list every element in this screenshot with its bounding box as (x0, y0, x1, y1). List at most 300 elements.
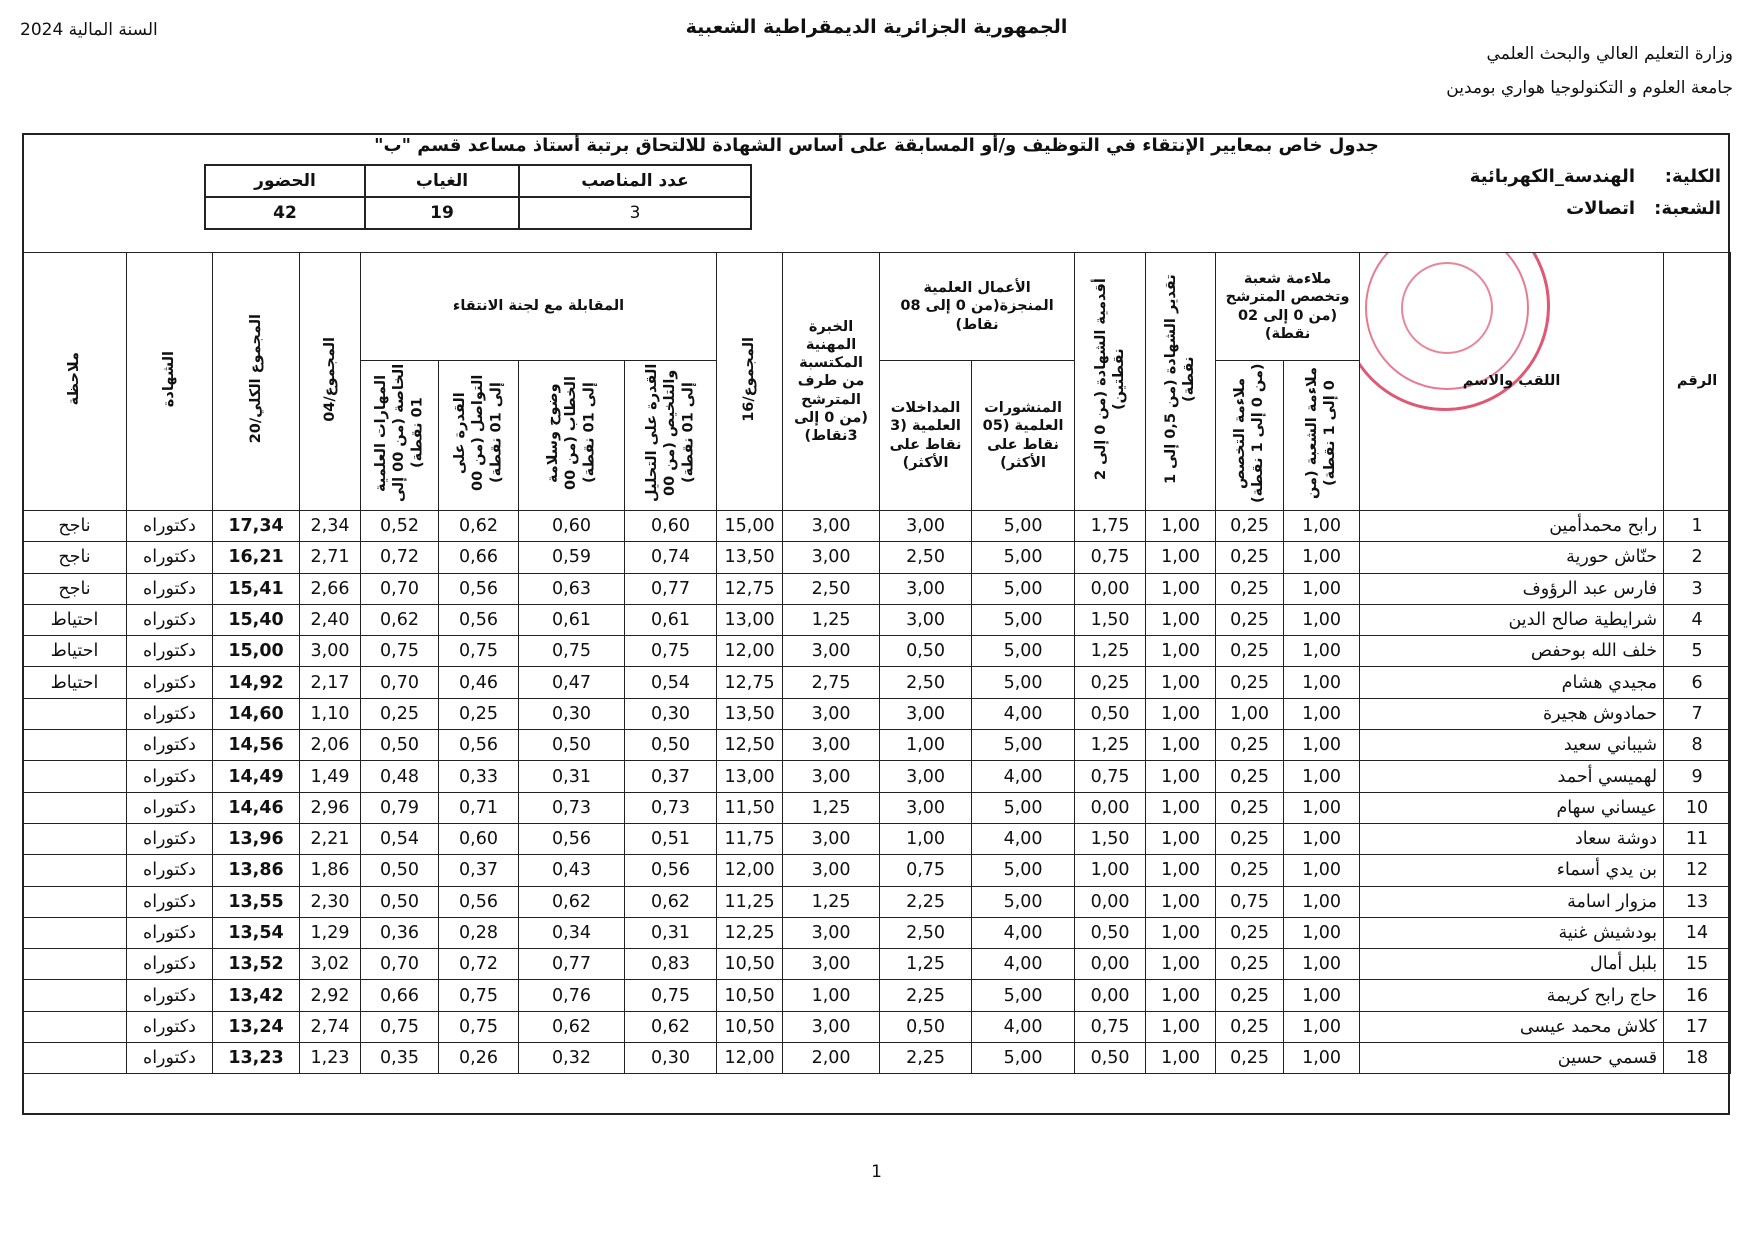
fit-branch-cell: 1,00 (1284, 980, 1360, 1011)
total16-cell: 11,75 (717, 823, 783, 854)
col-degree: الشهادة (127, 253, 213, 511)
grand-total-cell: 13,55 (213, 886, 300, 917)
grade-cell: 1,00 (1146, 604, 1216, 635)
communication-cell: 0,75 (439, 980, 519, 1011)
col-communication: القدرة على التواصل (من 00 إلى 01 نقطة) (439, 361, 519, 511)
note-cell (23, 1011, 127, 1042)
fit-spec-cell: 0,25 (1216, 761, 1284, 792)
seniority-cell: 0,00 (1075, 949, 1146, 980)
table-row (23, 604, 1731, 635)
total4-cell: 2,06 (300, 730, 361, 761)
total16-cell: 12,50 (717, 730, 783, 761)
publications-cell: 5,00 (972, 1043, 1075, 1074)
absent-count: 19 (365, 197, 519, 229)
name-cell: بلبل أمال (1360, 949, 1664, 980)
grand-total-cell: 13,96 (213, 823, 300, 854)
table-row (23, 886, 1731, 917)
name-cell: بن يدي أسماء (1360, 855, 1664, 886)
publications-cell: 4,00 (972, 949, 1075, 980)
degree-cell: دكتوراه (127, 855, 213, 886)
num-cell: 18 (1664, 1043, 1731, 1074)
degree-cell: دكتوراه (127, 886, 213, 917)
grand-total-cell: 14,46 (213, 792, 300, 823)
talks-cell: 2,25 (880, 1043, 972, 1074)
name-cell: عيساني سهام (1360, 792, 1664, 823)
total4-cell: 2,21 (300, 823, 361, 854)
fit-spec-cell: 0,25 (1216, 730, 1284, 761)
experience-cell: 3,00 (783, 698, 880, 729)
num-cell: 3 (1664, 573, 1731, 604)
clarity-cell: 0,75 (519, 636, 625, 667)
analysis-cell: 0,83 (625, 949, 717, 980)
skills-cell: 0,75 (361, 636, 439, 667)
clarity-cell: 0,59 (519, 542, 625, 573)
fit-spec-cell: 0,25 (1216, 636, 1284, 667)
note-cell (23, 949, 127, 980)
grand-total-cell: 15,41 (213, 573, 300, 604)
total4-cell: 1,29 (300, 917, 361, 948)
grade-cell: 1,00 (1146, 980, 1216, 1011)
table-row (23, 667, 1731, 698)
col-grade: تقدير الشهادة (من 0,5 إلى 1 نقطة) (1146, 253, 1216, 511)
grand-total-cell: 14,49 (213, 761, 300, 792)
publications-cell: 5,00 (972, 730, 1075, 761)
publications-cell: 4,00 (972, 761, 1075, 792)
table-row (23, 1043, 1731, 1074)
seniority-cell: 0,50 (1075, 1043, 1146, 1074)
present-label: الحضور (205, 165, 365, 197)
fit-spec-cell: 1,00 (1216, 698, 1284, 729)
present-count: 42 (205, 197, 365, 229)
num-cell: 5 (1664, 636, 1731, 667)
num-cell: 15 (1664, 949, 1731, 980)
seniority-cell: 1,25 (1075, 636, 1146, 667)
talks-cell: 0,50 (880, 1011, 972, 1042)
publications-cell: 4,00 (972, 823, 1075, 854)
clarity-cell: 0,77 (519, 949, 625, 980)
talks-cell: 3,00 (880, 792, 972, 823)
seniority-cell: 0,25 (1075, 667, 1146, 698)
communication-cell: 0,71 (439, 792, 519, 823)
num-cell: 1 (1664, 511, 1731, 542)
positions-label: عدد المناصب (519, 165, 751, 197)
skills-cell: 0,70 (361, 573, 439, 604)
col-seniority: أقدمية الشهادة (من 0 إلى 2 نقطتين) (1075, 253, 1146, 511)
table-row (23, 698, 1731, 729)
grade-cell: 1,00 (1146, 511, 1216, 542)
total16-cell: 12,25 (717, 917, 783, 948)
talks-cell: 1,00 (880, 730, 972, 761)
fit-spec-cell: 0,25 (1216, 1043, 1284, 1074)
skills-cell: 0,50 (361, 730, 439, 761)
communication-cell: 0,46 (439, 667, 519, 698)
degree-cell: دكتوراه (127, 636, 213, 667)
total4-cell: 3,00 (300, 636, 361, 667)
skills-cell: 0,79 (361, 792, 439, 823)
clarity-cell: 0,63 (519, 573, 625, 604)
analysis-cell: 0,74 (625, 542, 717, 573)
grand-total-cell: 14,56 (213, 730, 300, 761)
col-grand-total: المجموع الكلي/20 (213, 253, 300, 511)
talks-cell: 1,25 (880, 949, 972, 980)
table-row (23, 792, 1731, 823)
fit-branch-cell: 1,00 (1284, 761, 1360, 792)
clarity-cell: 0,76 (519, 980, 625, 1011)
fit-branch-cell: 1,00 (1284, 667, 1360, 698)
num-cell: 12 (1664, 855, 1731, 886)
degree-cell: دكتوراه (127, 1011, 213, 1042)
grand-total-cell: 13,54 (213, 917, 300, 948)
seniority-cell: 1,00 (1075, 855, 1146, 886)
seniority-cell: 1,50 (1075, 823, 1146, 854)
publications-cell: 5,00 (972, 980, 1075, 1011)
experience-cell: 1,25 (783, 886, 880, 917)
ministry-name: وزارة التعليم العالي والبحث العلمي (1486, 44, 1733, 64)
degree-cell: دكتوراه (127, 823, 213, 854)
communication-cell: 0,75 (439, 1011, 519, 1042)
experience-cell: 3,00 (783, 949, 880, 980)
note-cell: ناجح (23, 542, 127, 573)
seniority-cell: 0,75 (1075, 542, 1146, 573)
clarity-cell: 0,73 (519, 792, 625, 823)
analysis-cell: 0,75 (625, 980, 717, 1011)
fit-spec-cell: 0,25 (1216, 980, 1284, 1011)
analysis-cell: 0,37 (625, 761, 717, 792)
seniority-cell: 0,75 (1075, 761, 1146, 792)
publications-cell: 5,00 (972, 542, 1075, 573)
col-num: الرقم (1664, 253, 1731, 511)
note-cell (23, 792, 127, 823)
note-cell (23, 823, 127, 854)
talks-cell: 3,00 (880, 604, 972, 635)
experience-cell: 2,75 (783, 667, 880, 698)
analysis-cell: 0,73 (625, 792, 717, 823)
communication-cell: 0,56 (439, 604, 519, 635)
total4-cell: 2,34 (300, 511, 361, 542)
clarity-cell: 0,50 (519, 730, 625, 761)
col-works-group: الأعمال العلمية المنجزة(من 0 إلى 08 نقاط) (880, 253, 1075, 361)
total4-cell: 2,71 (300, 542, 361, 573)
seniority-cell: 1,75 (1075, 511, 1146, 542)
talks-cell: 2,50 (880, 542, 972, 573)
analysis-cell: 0,50 (625, 730, 717, 761)
talks-cell: 2,50 (880, 917, 972, 948)
skills-cell: 0,35 (361, 1043, 439, 1074)
fit-spec-cell: 0,25 (1216, 542, 1284, 573)
name-cell: فارس عبد الرؤوف (1360, 573, 1664, 604)
fit-branch-cell: 1,00 (1284, 917, 1360, 948)
skills-cell: 0,52 (361, 511, 439, 542)
fit-spec-cell: 0,25 (1216, 792, 1284, 823)
experience-cell: 3,00 (783, 917, 880, 948)
col-analysis: القدرة على التحليل والتلخيص (من 00 إلى 01 نقطة) (625, 361, 717, 511)
table-row (23, 573, 1731, 604)
publications-cell: 4,00 (972, 917, 1075, 948)
num-cell: 13 (1664, 886, 1731, 917)
page-number: 1 (871, 1162, 882, 1182)
skills-cell: 0,70 (361, 667, 439, 698)
table-row (23, 1011, 1731, 1042)
fit-spec-cell: 0,25 (1216, 1011, 1284, 1042)
fiscal-year: السنة المالية 2024 (20, 20, 158, 40)
total16-cell: 13,50 (717, 698, 783, 729)
skills-cell: 0,50 (361, 886, 439, 917)
degree-cell: دكتوراه (127, 698, 213, 729)
degree-cell: دكتوراه (127, 761, 213, 792)
talks-cell: 3,00 (880, 698, 972, 729)
table-row (23, 730, 1731, 761)
grade-cell: 1,00 (1146, 761, 1216, 792)
total16-cell: 12,75 (717, 667, 783, 698)
col-total4: المجموع/04 (300, 253, 361, 511)
grade-cell: 1,00 (1146, 636, 1216, 667)
seniority-cell: 1,25 (1075, 730, 1146, 761)
communication-cell: 0,25 (439, 698, 519, 729)
positions-count: 3 (519, 197, 751, 229)
total16-cell: 11,25 (717, 886, 783, 917)
talks-cell: 2,25 (880, 980, 972, 1011)
seniority-cell: 0,50 (1075, 698, 1146, 729)
grade-cell: 1,00 (1146, 949, 1216, 980)
communication-cell: 0,72 (439, 949, 519, 980)
note-cell (23, 730, 127, 761)
communication-cell: 0,37 (439, 855, 519, 886)
col-clarity: وضوح وسلامة الخطاب (من 00 إلى 01 نقطة) (519, 361, 625, 511)
note-cell (23, 886, 127, 917)
name-cell: مجيدي هشام (1360, 667, 1664, 698)
grand-total-cell: 14,92 (213, 667, 300, 698)
num-cell: 14 (1664, 917, 1731, 948)
analysis-cell: 0,77 (625, 573, 717, 604)
fit-branch-cell: 1,00 (1284, 730, 1360, 761)
clarity-cell: 0,61 (519, 604, 625, 635)
name-cell: كلاش محمد عيسى (1360, 1011, 1664, 1042)
note-cell: احتياط (23, 604, 127, 635)
clarity-cell: 0,30 (519, 698, 625, 729)
experience-cell: 2,00 (783, 1043, 880, 1074)
grade-cell: 1,00 (1146, 573, 1216, 604)
total4-cell: 2,40 (300, 604, 361, 635)
publications-cell: 5,00 (972, 604, 1075, 635)
num-cell: 7 (1664, 698, 1731, 729)
skills-cell: 0,25 (361, 698, 439, 729)
experience-cell: 1,25 (783, 792, 880, 823)
total4-cell: 2,30 (300, 886, 361, 917)
experience-cell: 2,50 (783, 573, 880, 604)
experience-cell: 3,00 (783, 823, 880, 854)
table-row (23, 980, 1731, 1011)
grade-cell: 1,00 (1146, 855, 1216, 886)
experience-cell: 3,00 (783, 636, 880, 667)
seniority-cell: 1,50 (1075, 604, 1146, 635)
col-fit-group: ملاءمة شعبة وتخصص المترشح (من 0 إلى 02 نقطة) (1216, 253, 1360, 361)
fit-branch-cell: 1,00 (1284, 604, 1360, 635)
col-name: اللقب والاسم (1360, 253, 1664, 511)
communication-cell: 0,28 (439, 917, 519, 948)
talks-cell: 2,25 (880, 886, 972, 917)
fit-branch-cell: 1,00 (1284, 1043, 1360, 1074)
fit-branch-cell: 1,00 (1284, 542, 1360, 573)
faculty-label: الكلية: (1664, 166, 1721, 187)
grade-cell: 1,00 (1146, 1011, 1216, 1042)
clarity-cell: 0,56 (519, 823, 625, 854)
col-note: ملاحظة (23, 253, 127, 511)
talks-cell: 2,50 (880, 667, 972, 698)
talks-cell: 0,50 (880, 636, 972, 667)
seniority-cell: 0,75 (1075, 1011, 1146, 1042)
fit-spec-cell: 0,25 (1216, 917, 1284, 948)
publications-cell: 5,00 (972, 511, 1075, 542)
analysis-cell: 0,30 (625, 698, 717, 729)
table-row (23, 636, 1731, 667)
analysis-cell: 0,54 (625, 667, 717, 698)
grand-total-cell: 13,42 (213, 980, 300, 1011)
col-fit-branch: ملاءمة الشعبة (من 0 إلى 1 نقطة) (1284, 361, 1360, 511)
seniority-cell: 0,00 (1075, 573, 1146, 604)
total16-cell: 15,00 (717, 511, 783, 542)
num-cell: 4 (1664, 604, 1731, 635)
num-cell: 6 (1664, 667, 1731, 698)
num-cell: 10 (1664, 792, 1731, 823)
table-row (23, 542, 1731, 573)
total4-cell: 2,17 (300, 667, 361, 698)
total4-cell: 1,23 (300, 1043, 361, 1074)
grand-total-cell: 16,21 (213, 542, 300, 573)
table-row (23, 949, 1731, 980)
communication-cell: 0,62 (439, 511, 519, 542)
experience-cell: 3,00 (783, 761, 880, 792)
name-cell: حاج رابح كريمة (1360, 980, 1664, 1011)
seniority-cell: 0,00 (1075, 792, 1146, 823)
experience-cell: 3,00 (783, 1011, 880, 1042)
grade-cell: 1,00 (1146, 886, 1216, 917)
total16-cell: 10,50 (717, 949, 783, 980)
total16-cell: 12,75 (717, 573, 783, 604)
total16-cell: 10,50 (717, 980, 783, 1011)
total4-cell: 2,66 (300, 573, 361, 604)
col-total16: المجموع/16 (717, 253, 783, 511)
note-cell (23, 761, 127, 792)
total16-cell: 13,50 (717, 542, 783, 573)
degree-cell: دكتوراه (127, 949, 213, 980)
note-cell (23, 1043, 127, 1074)
clarity-cell: 0,62 (519, 1011, 625, 1042)
name-cell: رابح محمدأمين (1360, 511, 1664, 542)
skills-cell: 0,36 (361, 917, 439, 948)
publications-cell: 4,00 (972, 698, 1075, 729)
name-cell: لهميسي أحمد (1360, 761, 1664, 792)
clarity-cell: 0,31 (519, 761, 625, 792)
note-cell (23, 980, 127, 1011)
name-cell: شرايطية صالح الدين (1360, 604, 1664, 635)
name-cell: قسمي حسين (1360, 1043, 1664, 1074)
name-cell: مزوار اسامة (1360, 886, 1664, 917)
col-interview-group: المقابلة مع لجنة الانتقاء (361, 253, 717, 361)
fit-branch-cell: 1,00 (1284, 636, 1360, 667)
num-cell: 9 (1664, 761, 1731, 792)
total4-cell: 2,96 (300, 792, 361, 823)
note-cell: احتياط (23, 636, 127, 667)
publications-cell: 5,00 (972, 573, 1075, 604)
degree-cell: دكتوراه (127, 917, 213, 948)
note-cell (23, 917, 127, 948)
total16-cell: 13,00 (717, 604, 783, 635)
total4-cell: 2,74 (300, 1011, 361, 1042)
grade-cell: 1,00 (1146, 667, 1216, 698)
publications-cell: 5,00 (972, 667, 1075, 698)
experience-cell: 1,00 (783, 980, 880, 1011)
fit-branch-cell: 1,00 (1284, 511, 1360, 542)
analysis-cell: 0,31 (625, 917, 717, 948)
fit-spec-cell: 0,25 (1216, 823, 1284, 854)
grand-total-cell: 13,24 (213, 1011, 300, 1042)
seal-emblem (1401, 262, 1493, 354)
seniority-cell: 0,50 (1075, 917, 1146, 948)
talks-cell: 0,75 (880, 855, 972, 886)
publications-cell: 5,00 (972, 855, 1075, 886)
communication-cell: 0,33 (439, 761, 519, 792)
grade-cell: 1,00 (1146, 698, 1216, 729)
absent-label: الغياب (365, 165, 519, 197)
degree-cell: دكتوراه (127, 1043, 213, 1074)
grand-total-cell: 13,86 (213, 855, 300, 886)
grand-total-cell: 17,34 (213, 511, 300, 542)
analysis-cell: 0,56 (625, 855, 717, 886)
total16-cell: 11,50 (717, 792, 783, 823)
fit-branch-cell: 1,00 (1284, 1011, 1360, 1042)
analysis-cell: 0,51 (625, 823, 717, 854)
skills-cell: 0,70 (361, 949, 439, 980)
skills-cell: 0,48 (361, 761, 439, 792)
experience-cell: 1,25 (783, 604, 880, 635)
fit-branch-cell: 1,00 (1284, 573, 1360, 604)
university-name: جامعة العلوم و التكنولوجيا هواري بومدين (1446, 78, 1733, 98)
grand-total-cell: 15,40 (213, 604, 300, 635)
fit-branch-cell: 1,00 (1284, 855, 1360, 886)
table-row (23, 823, 1731, 854)
fit-branch-cell: 1,00 (1284, 886, 1360, 917)
degree-cell: دكتوراه (127, 667, 213, 698)
total4-cell: 1,86 (300, 855, 361, 886)
experience-cell: 3,00 (783, 511, 880, 542)
communication-cell: 0,56 (439, 886, 519, 917)
table-row (23, 511, 1731, 542)
name-cell: حنّاش حورية (1360, 542, 1664, 573)
num-cell: 17 (1664, 1011, 1731, 1042)
degree-cell: دكتوراه (127, 730, 213, 761)
fit-spec-cell: 0,25 (1216, 667, 1284, 698)
fit-branch-cell: 1,00 (1284, 949, 1360, 980)
degree-cell: دكتوراه (127, 604, 213, 635)
degree-cell: دكتوراه (127, 980, 213, 1011)
grade-cell: 1,00 (1146, 542, 1216, 573)
num-cell: 16 (1664, 980, 1731, 1011)
clarity-cell: 0,47 (519, 667, 625, 698)
clarity-cell: 0,32 (519, 1043, 625, 1074)
publications-cell: 5,00 (972, 636, 1075, 667)
communication-cell: 0,26 (439, 1043, 519, 1074)
total16-cell: 12,00 (717, 1043, 783, 1074)
skills-cell: 0,54 (361, 823, 439, 854)
fit-branch-cell: 1,00 (1284, 823, 1360, 854)
table-row (23, 761, 1731, 792)
fit-spec-cell: 0,25 (1216, 573, 1284, 604)
communication-cell: 0,60 (439, 823, 519, 854)
total16-cell: 10,50 (717, 1011, 783, 1042)
faculty-value: الهندسة_الكهربائية (1469, 166, 1635, 187)
col-fit-spec: ملاءمة التخصص (من 0 إلى 1 نقطة) (1216, 361, 1284, 511)
fit-spec-cell: 0,25 (1216, 511, 1284, 542)
